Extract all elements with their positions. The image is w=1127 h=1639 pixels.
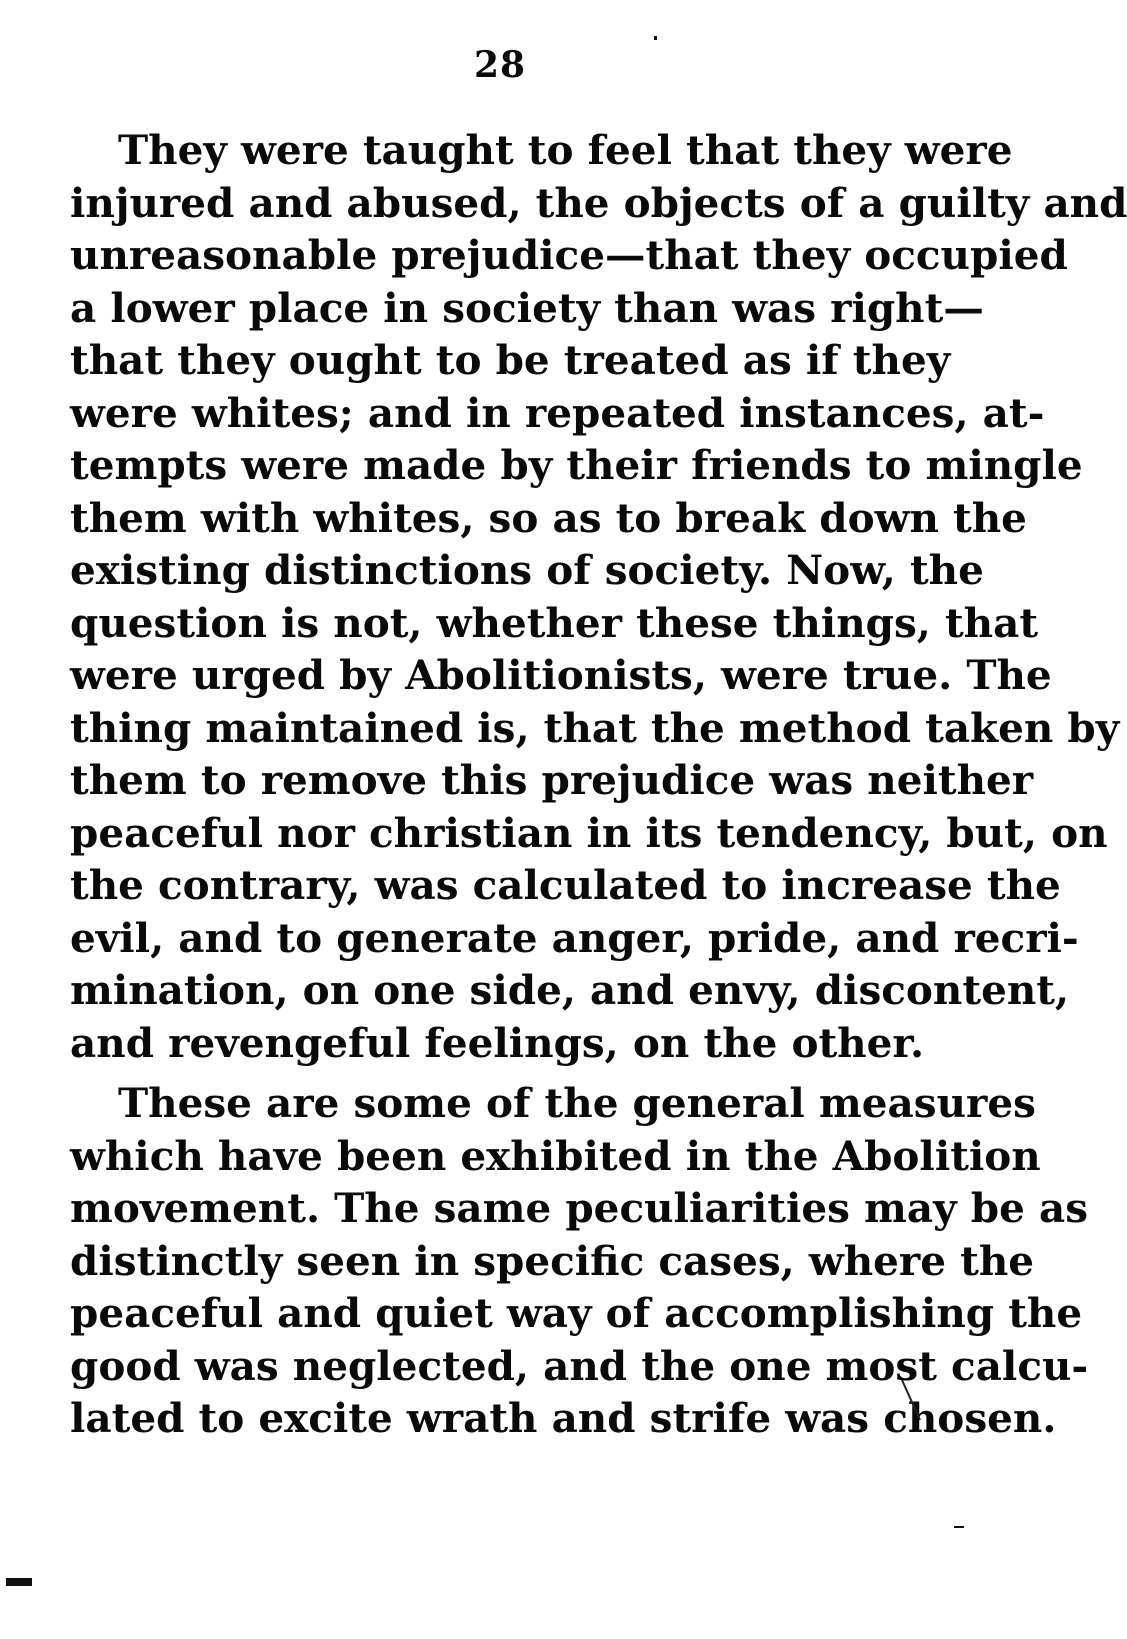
scan-speck (954, 1526, 964, 1528)
text-line: which have been exhibited in the Abolition (70, 1131, 1041, 1180)
text-line: movement. The same peculiarities may be as (70, 1184, 1088, 1232)
text-line: distinctly seen in specific cases, where the (70, 1236, 1035, 1285)
text-line: that they ought to be treated as if they (70, 336, 951, 384)
text-line: were urged by Abolitionists, were true. The (70, 651, 1052, 699)
page-number: 28 (473, 44, 527, 86)
text-line: These are some of the general measures (118, 1079, 1036, 1127)
text-line: and revengeful feelings, on the other. (70, 1018, 925, 1067)
text-line: They were taught to feel that they were (118, 126, 1013, 174)
text-line: a lower place in society than was right— (70, 283, 984, 332)
text-line: them with whites, so as to break down the (70, 493, 1027, 542)
text-line: thing maintained is, that the method taken by (70, 703, 1120, 752)
text-line: were whites; and in repeated instances, at- (70, 388, 1045, 437)
text-line: good was neglected, and the one most calcu- (70, 1341, 1089, 1390)
paragraph-2 (70, 1077, 1089, 1445)
text-line: lated to excite wrath and strife was chosen. (70, 1394, 1057, 1442)
text-line: the contrary, was calculated to increase the (70, 861, 1061, 909)
text-line: peaceful nor christian in its tendency, but, on (70, 808, 1108, 857)
paragraph-1 (70, 124, 1127, 1069)
text-line: injured and abused, the objects of a guilty and (70, 178, 1127, 227)
text-line: question is not, whether these things, that (70, 598, 1039, 647)
text-line: existing distinctions of society. Now, the (70, 546, 984, 594)
scan-speck (654, 36, 657, 40)
text-line: them to remove this prejudice was neither (70, 756, 1034, 804)
text-line: tempts were made by their friends to mingle (70, 441, 1083, 489)
text-line: unreasonable prejudice—that they occupied (70, 231, 1068, 279)
text-line: mination, on one side, and envy, discontent, (70, 966, 1070, 1014)
text-line: peaceful and quiet way of accomplishing the (70, 1289, 1083, 1337)
scan-speck (6, 1578, 32, 1586)
stray-pen-mark (900, 1378, 924, 1424)
text-line: evil, and to generate anger, pride, and recri- (70, 913, 1079, 962)
